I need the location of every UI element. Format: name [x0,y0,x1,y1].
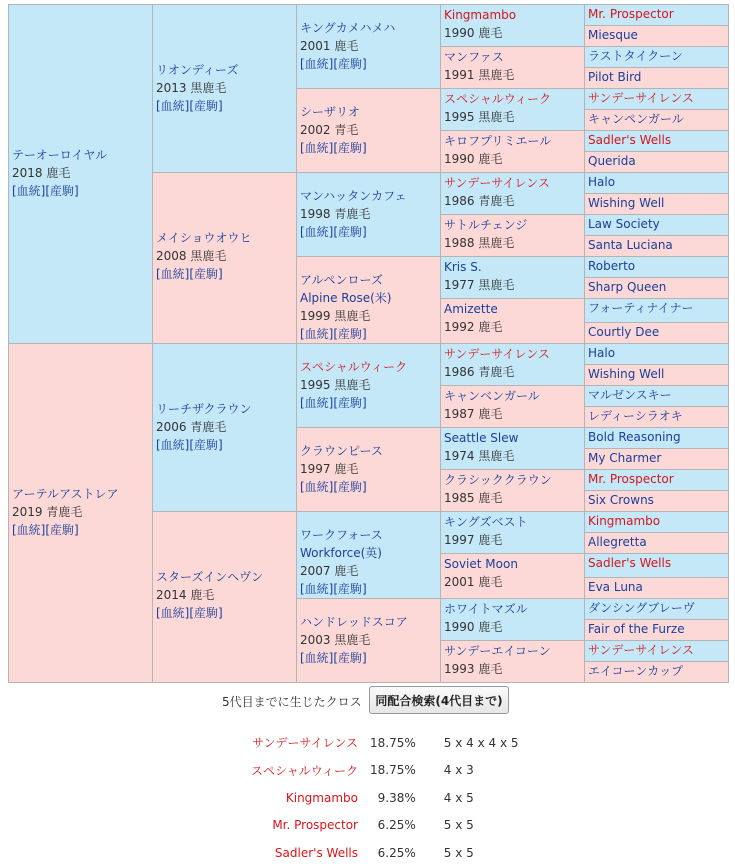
horse-name-link[interactable]: Querida [588,154,636,168]
horse-info: 1985 鹿毛 [444,491,503,505]
horse-name-link[interactable]: フォーティナイナー [588,301,694,315]
cross-row [240,839,525,867]
pedigree-offspring-links[interactable]: [血統][産駒] [300,651,367,665]
gen4-cell [441,299,585,344]
gen4-cell [441,470,585,512]
horse-name-link[interactable]: ダンシングブレーヴ [588,601,695,615]
horse-info: 1987 鹿毛 [444,407,503,421]
horse-name-link[interactable]: ハンドレッドスコア [300,615,408,629]
horse-name-link[interactable]: Wishing Well [588,367,665,381]
horse-name-link[interactable]: サンデーエイコーン [444,644,551,658]
horse-name-link[interactable]: サンデーサイレンス [588,643,694,657]
horse-name-link[interactable]: サンデーサイレンス [444,347,550,361]
gen5-cell [585,428,729,449]
gen1-cell [9,5,153,344]
horse-info: 1999 黒鹿毛 [300,309,371,323]
gen5-cell [585,26,729,47]
gen3-cell [297,512,441,599]
horse-name-link[interactable]: ラストタイクーン [588,49,683,63]
horse-name-link[interactable]: サンデーサイレンス [444,176,550,190]
horse-name-link[interactable]: Miesque [588,28,638,42]
cross-pattern: 5 x 5 [443,845,474,860]
cross-horse-link[interactable]: スペシャルウィーク [250,763,358,778]
gen1-cell [9,344,153,683]
horse-name-link[interactable]: マルゼンスキー [588,388,672,402]
pedigree-table [8,4,729,683]
horse-name-link[interactable]: Amizette [444,302,498,316]
cross-row [240,729,525,757]
pedigree-offspring-links[interactable]: [血統][産駒] [300,225,367,239]
horse-name-link[interactable]: Roberto [588,259,636,273]
gen3-cell [297,257,441,344]
horse-name-link[interactable]: キングカメハメハ [300,21,396,35]
horse-name-link[interactable]: キロフプリミエール [444,134,552,148]
gen5-cell [585,554,729,578]
horse-name-link[interactable]: ホワイトマズル [444,602,528,616]
gen5-cell [585,662,729,683]
cross-pattern: 4 x 5 [443,790,474,805]
gen4-cell [441,344,585,386]
horse-info: 2019 青鹿毛 [12,505,83,519]
gen2-cell [153,344,297,512]
gen5-cell [585,47,729,68]
horse-name-link[interactable]: Allegretta [588,535,647,549]
horse-info: 1998 青鹿毛 [300,207,371,221]
pedigree-offspring-links[interactable]: [血統][産駒] [156,438,223,452]
gen4-cell [441,512,585,554]
gen2-cell [153,5,297,173]
cross-horse-link[interactable]: サンデーサイレンス [252,736,358,751]
pedigree-offspring-links[interactable]: [血統][産駒] [300,396,367,410]
cross-row [240,757,525,785]
gen5-cell [585,215,729,236]
horse-name-link[interactable]: Seattle Slew [444,431,519,445]
same-breeding-search-button[interactable]: 同配合検索(4代目まで) [369,686,509,714]
cross-percent: 18.75% [370,763,416,778]
horse-name-link[interactable]: Courtly Dee [588,325,660,339]
gen5-cell [585,599,729,620]
gen5-cell [585,491,729,512]
cross-percent: 9.38% [377,790,416,805]
cross-horse-link[interactable]: Kingmambo [285,790,358,805]
gen5-cell [585,257,729,278]
horse-info: 1988 黒鹿毛 [444,236,515,250]
horse-name-link[interactable]: アルペンローズ [300,273,383,287]
horse-name-link[interactable]: Kris S. [444,260,482,274]
cross-horse-link[interactable]: Mr. Prospector [272,818,358,833]
gen4-cell [441,131,585,173]
gen4-cell [441,257,585,299]
horse-info: 2018 鹿毛 [12,166,71,180]
gen4-cell [441,47,585,89]
pedigree-offspring-links[interactable]: [血統][産駒] [156,267,223,281]
horse-name-link[interactable]: ワークフォース [300,528,383,542]
gen5-cell [585,533,729,554]
cross-pattern: 4 x 3 [443,763,474,778]
horse-name-link[interactable]: メイショウオウヒ [156,231,252,245]
gen5-cell [585,68,729,89]
horse-info: 1986 青鹿毛 [444,365,515,379]
horse-foreign-name[interactable]: Alpine Rose(米) [300,291,392,305]
horse-name-link[interactable]: スペシャルウィーク [444,92,552,106]
horse-name-link[interactable]: リオンディーズ [156,63,239,77]
gen3-cell [297,344,441,428]
gen4-cell [441,554,585,599]
gen3-cell [297,173,441,257]
gen4-cell [441,428,585,470]
horse-name-link[interactable]: Wishing Well [588,196,665,210]
horse-name-link[interactable]: キャンペンガール [588,112,684,126]
horse-name-link[interactable]: マンファス [444,50,504,64]
horse-foreign-name[interactable]: Workforce(英) [300,546,382,560]
horse-info: 1997 鹿毛 [300,462,359,476]
horse-info: 2013 黒鹿毛 [156,81,227,95]
horse-info: 1995 黒鹿毛 [300,378,371,392]
horse-name-link[interactable]: Bold Reasoning [588,430,681,444]
pedigree-offspring-links[interactable]: [血統][産駒] [300,480,367,494]
horse-name-link[interactable]: マンハッタンカフェ [300,189,407,203]
gen3-cell [297,5,441,89]
pedigree-offspring-links[interactable]: [血統][産駒] [300,141,367,155]
horse-info: 2003 黒鹿毛 [300,633,371,647]
pedigree-offspring-links[interactable]: [血統][産駒] [12,184,79,198]
horse-info: 1990 鹿毛 [444,620,503,634]
pedigree-offspring-links[interactable]: [血統][産駒] [300,327,367,341]
horse-name-link[interactable]: Kingmambo [444,8,517,22]
pedigree-offspring-links[interactable]: [血統][産駒] [300,582,367,596]
gen5-cell [585,299,729,323]
pedigree-offspring-links[interactable]: [血統][産駒] [300,57,367,71]
gen5-cell [585,194,729,215]
horse-info: 1997 鹿毛 [444,533,503,547]
horse-name-link[interactable]: キングズベスト [444,515,528,529]
gen5-cell [585,236,729,257]
gen5-cell [585,407,729,428]
gen4-cell [441,89,585,131]
horse-name-link[interactable]: スターズインヘヴン [156,570,264,584]
horse-name-link[interactable]: Mr. Prospector [588,7,674,21]
gen5-cell [585,512,729,533]
cross-percent: 6.25% [377,845,416,860]
horse-name-link[interactable]: Santa Luciana [588,238,673,252]
horse-info: 1992 鹿毛 [444,320,503,334]
gen5-cell [585,641,729,662]
gen4-cell [441,599,585,641]
horse-name-link[interactable]: サトルチェンジ [444,218,528,232]
horse-info: 2008 黒鹿毛 [156,249,227,263]
horse-name-link[interactable]: Sadler's Wells [588,133,672,147]
gen4-cell [441,641,585,683]
gen5-cell [585,386,729,407]
cross-percent: 18.75% [370,735,416,750]
gen2-cell [153,173,297,344]
horse-info: 1993 鹿毛 [444,662,503,676]
gen4-cell [441,386,585,428]
gen5-cell [585,173,729,194]
horse-info: 2014 鹿毛 [156,588,215,602]
horse-name-link[interactable]: Kingmambo [588,514,661,528]
gen4-cell [441,5,585,47]
horse-info: 1977 黒鹿毛 [444,278,515,292]
horse-info: 1986 青鹿毛 [444,194,515,208]
cross-percent: 6.25% [377,818,416,833]
horse-info: 1990 鹿毛 [444,26,503,40]
gen3-cell [297,599,441,683]
gen2-cell [153,512,297,683]
horse-name-link[interactable]: Mr. Prospector [588,472,674,486]
horse-name-link[interactable]: リーチザクラウン [156,402,252,416]
horse-name-link[interactable]: キャンベンガール [444,389,540,403]
gen5-cell [585,578,729,599]
gen5-cell [585,278,729,299]
horse-name-link[interactable]: スペシャルウィーク [300,360,408,374]
horse-name-link[interactable]: エイコーンカップ [588,664,684,678]
gen4-cell [441,215,585,257]
horse-name-link[interactable]: テーオーロイヤル [12,148,108,162]
horse-info: 1995 黒鹿毛 [444,110,515,124]
horse-name-link[interactable]: サンデーサイレンス [588,91,694,105]
gen5-cell [585,152,729,173]
horse-name-link[interactable]: Halo [588,346,616,360]
gen5-cell [585,131,729,152]
horse-name-link[interactable]: アーテルアストレア [12,487,119,501]
gen4-cell [441,173,585,215]
gen5-cell [585,5,729,26]
cross-row [240,812,525,840]
horse-info: 2002 青毛 [300,123,359,137]
horse-name-link[interactable]: Six Crowns [588,493,654,507]
pedigree-offspring-links[interactable]: [血統][産駒] [156,606,223,620]
pedigree-offspring-links[interactable]: [血統][産駒] [156,99,223,113]
cross-pattern: 5 x 4 x 4 x 5 [443,735,519,750]
horse-name-link[interactable]: Fair of the Furze [588,622,685,636]
horse-name-link[interactable]: Soviet Moon [444,557,518,571]
pedigree-offspring-links[interactable]: [血統][産駒] [12,523,79,537]
horse-name-link[interactable]: レディーシラオキ [588,409,683,423]
gen5-cell [585,449,729,470]
horse-info: 1974 黒鹿毛 [444,449,515,463]
gen3-cell [297,89,441,173]
gen5-cell [585,323,729,344]
horse-name-link[interactable]: Eva Luna [588,580,643,594]
horse-name-link[interactable]: My Charmer [588,451,662,465]
cross-row [240,784,525,812]
gen5-cell [585,89,729,110]
horse-info: 2001 鹿毛 [444,575,503,589]
horse-name-link[interactable]: Halo [588,175,616,189]
horse-info: 1991 黒鹿毛 [444,68,515,82]
gen5-cell [585,470,729,491]
horse-name-link[interactable]: Sadler's Wells [588,556,672,570]
horse-name-link[interactable]: シーザリオ [300,105,360,119]
horse-name-link[interactable]: クラウンピース [300,444,383,458]
horse-info: 2001 鹿毛 [300,39,359,53]
gen5-cell [585,620,729,641]
gen5-cell [585,344,729,365]
cross-label: 5代目までに生じたクロス [222,695,362,709]
cross-table [240,729,525,867]
gen5-cell [585,110,729,131]
cross-pattern: 5 x 5 [443,818,474,833]
horse-name-link[interactable]: Pilot Bird [588,70,642,84]
gen5-cell [585,365,729,386]
horse-name-link[interactable]: Law Society [588,217,660,231]
horse-name-link[interactable]: Sharp Queen [588,280,667,294]
horse-info: 2006 青鹿毛 [156,420,227,434]
cross-horse-link[interactable]: Sadler's Wells [274,845,358,860]
horse-info: 2007 鹿毛 [300,564,359,578]
horse-name-link[interactable]: クラシッククラウン [444,473,552,487]
horse-info: 1990 鹿毛 [444,152,503,166]
gen3-cell [297,428,441,512]
